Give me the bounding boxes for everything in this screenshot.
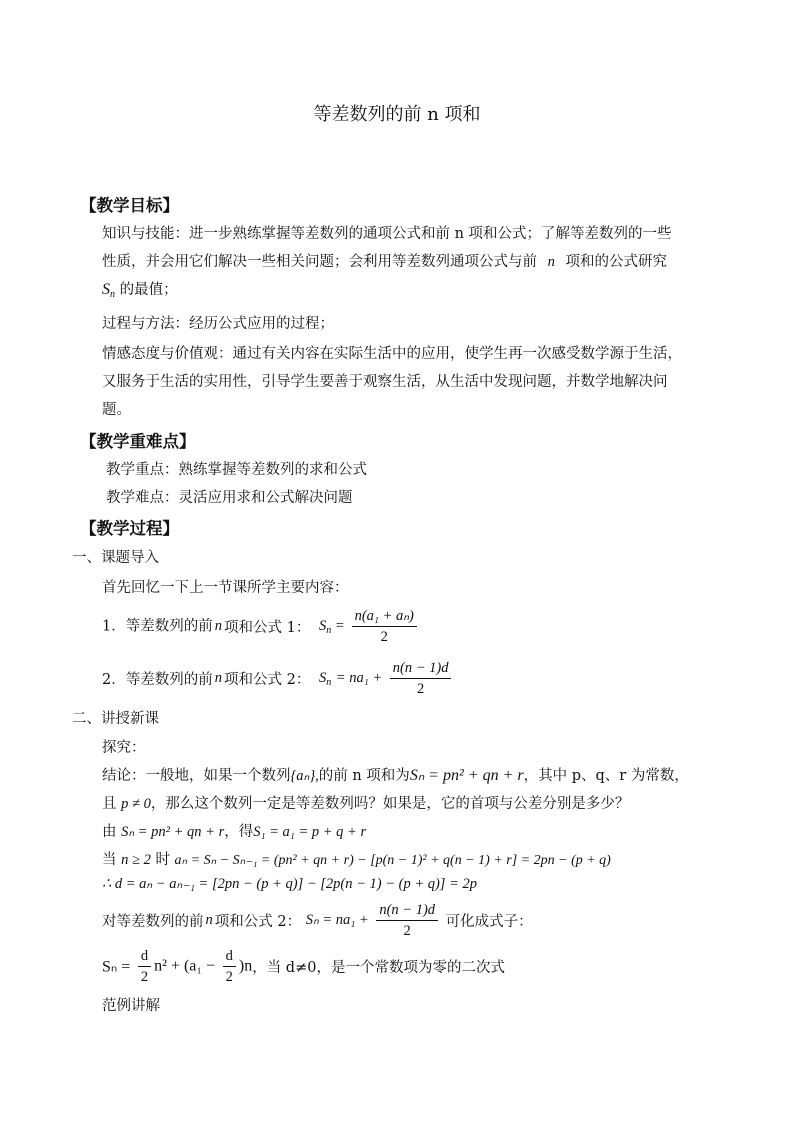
when-text-b: 时 — [155, 852, 170, 868]
formula1-denominator: 2 — [380, 629, 388, 645]
derivation-when-line — [102, 848, 611, 869]
condition-line — [102, 792, 629, 813]
conclusion-sequence: {aₙ}, — [290, 768, 319, 784]
transform-lhs: Sₙ = na₁ + — [305, 912, 369, 928]
formula1-lhs: $S_n$ — [318, 617, 332, 636]
recall-text: 首先回忆一下上一节课所学主要内容： — [102, 580, 349, 596]
from-expression-2: S₁ = a₁ = p + q + r — [253, 824, 367, 840]
when-text-a: 当 — [102, 852, 117, 868]
formula2-line — [102, 658, 454, 699]
condition-text-b: ，那么这个数列一定是等差数列吗？如果是，它的首项与公差分别是多少？ — [150, 796, 630, 812]
formula2-numerator: n(n − 1)d — [390, 658, 452, 679]
formula2-n: n — [214, 670, 222, 686]
condition-text-a: 且 — [102, 796, 117, 812]
conclusion-text-c: ，其中 p、q、r 为常数， — [523, 768, 689, 784]
keypoints-difficulty: 教学难点：灵活应用求和公式解决问题 — [106, 490, 353, 506]
formula2-denominator: 2 — [417, 681, 425, 697]
when-condition: n ≥ 2 — [121, 852, 151, 868]
knowledge-Sn-symbol: S — [102, 281, 110, 298]
conclusion-text-b: 的前 n 项和为 — [318, 768, 410, 784]
therefore-expression: ∴ d = aₙ − aₙ₋₁ = [2pn − (p + q)] − [2p(n − 1) − (p + q)] = 2p — [102, 876, 477, 892]
quadratic-line — [102, 946, 505, 987]
keypoints-heading: 【教学重难点】 — [80, 432, 196, 451]
knowledge-Sn-subscript: n — [110, 289, 115, 300]
transform-text-c: 可化成式子： — [445, 914, 533, 930]
formula1-prefix: 1．等差数列的前 — [102, 618, 213, 635]
goals-emotion-line2: 又服务于生活的实用性，引导学生要善于观察生活，从生活中发现问题，并数学地解决问 — [102, 374, 668, 390]
goals-knowledge-line2 — [102, 250, 667, 271]
part1-title: 一、课题导入 — [72, 550, 159, 566]
from-text-b: ，得 — [224, 824, 254, 840]
goals-heading: 【教学目标】 — [80, 196, 179, 215]
formula2-mid: 项和公式 2： — [223, 672, 311, 688]
quadratic-denominator-1: 2 — [140, 969, 149, 985]
derivation-from-line — [102, 820, 366, 841]
quadratic-numerator-1: d — [138, 946, 151, 967]
formula2-fraction — [390, 658, 452, 699]
formula1-line — [102, 606, 420, 647]
part2-title: 二、讲授新课 — [72, 711, 159, 727]
quadratic-text: ，当 d≠0，是一个常数项为零的二次式 — [252, 960, 505, 976]
goals-emotion-line1: 情感态度与价值观：通过有关内容在实际生活中的应用，使学生再一次感受数学源于生活， — [102, 346, 682, 362]
knowledge-line3-text: 的最值； — [119, 282, 178, 298]
formula1-mid: 项和公式 1： — [223, 620, 311, 636]
condition-expression: p ≠ 0 — [121, 796, 151, 812]
knowledge-line2-text-b: 项和的公式研究 — [565, 254, 667, 270]
quadratic-numerator-2: d — [223, 946, 236, 967]
goals-emotion-line3: 题。 — [102, 402, 131, 418]
from-expression-1: Sₙ = pn² + qn + r — [121, 824, 225, 840]
formula2-lhs: $S_n$ — [318, 669, 332, 688]
formula2-rhs: = na₁ + — [335, 670, 383, 686]
quadratic-S: Sₙ = — [102, 958, 131, 976]
goals-knowledge-line1: 知识与技能：进一步熟练掌握等差数列的通项公式和前 n 项和公式；了解等差数列的一些 — [102, 226, 672, 242]
quadratic-fraction-2 — [223, 946, 236, 987]
goals-knowledge-line3 — [102, 278, 178, 300]
when-expression: aₙ = Sₙ − Sₙ₋₁ = (pn² + qn + r) − [p(n − 1)² + q(n − 1) + r] = 2pn − (p + q) — [174, 853, 611, 868]
explore-text: 探究： — [102, 740, 146, 756]
derivation-therefore-line — [102, 876, 477, 893]
transform-fraction — [376, 900, 438, 941]
conclusion-line — [102, 764, 689, 785]
knowledge-line2-text-a: 性质，并会用它们解决一些相关问题；会利用等差数列通项公式与前 — [102, 254, 537, 270]
transform-text-a: 对等差数列的前 — [102, 914, 204, 930]
transform-n: n — [205, 912, 213, 928]
transform-line — [102, 900, 533, 941]
formula1-fraction — [352, 606, 417, 647]
conclusion-expression: Sₙ = pn² + qn + r — [409, 767, 524, 784]
transform-text-b: 项和公式 2： — [214, 914, 302, 930]
examples-heading: 范例讲解 — [102, 998, 160, 1014]
quadratic-denominator-2: 2 — [225, 969, 233, 985]
formula1-numerator: n(a₁ + aₙ) — [352, 606, 417, 627]
knowledge-n-symbol: n — [547, 254, 555, 270]
transform-denominator: 2 — [403, 923, 411, 939]
formula1-n: n — [214, 618, 222, 634]
formula1-equals: = — [335, 618, 344, 634]
page-title: 等差数列的前 n 项和 — [313, 104, 481, 125]
process-heading: 【教学过程】 — [80, 519, 179, 538]
from-text-a: 由 — [102, 824, 117, 840]
quadratic-fraction-1 — [138, 946, 151, 987]
formula2-prefix: 2．等差数列的前 — [102, 672, 213, 688]
goals-process: 过程与方法：经历公式应用的过程； — [102, 316, 334, 332]
quadratic-end: )n — [238, 957, 253, 975]
keypoints-focus: 教学重点：熟练掌握等差数列的求和公式 — [106, 462, 367, 478]
transform-numerator: n(n − 1)d — [376, 900, 438, 921]
conclusion-text-a: 结论：一般地，如果一个数列 — [102, 768, 291, 784]
quadratic-middle: n² + (a₁ − — [154, 957, 216, 975]
